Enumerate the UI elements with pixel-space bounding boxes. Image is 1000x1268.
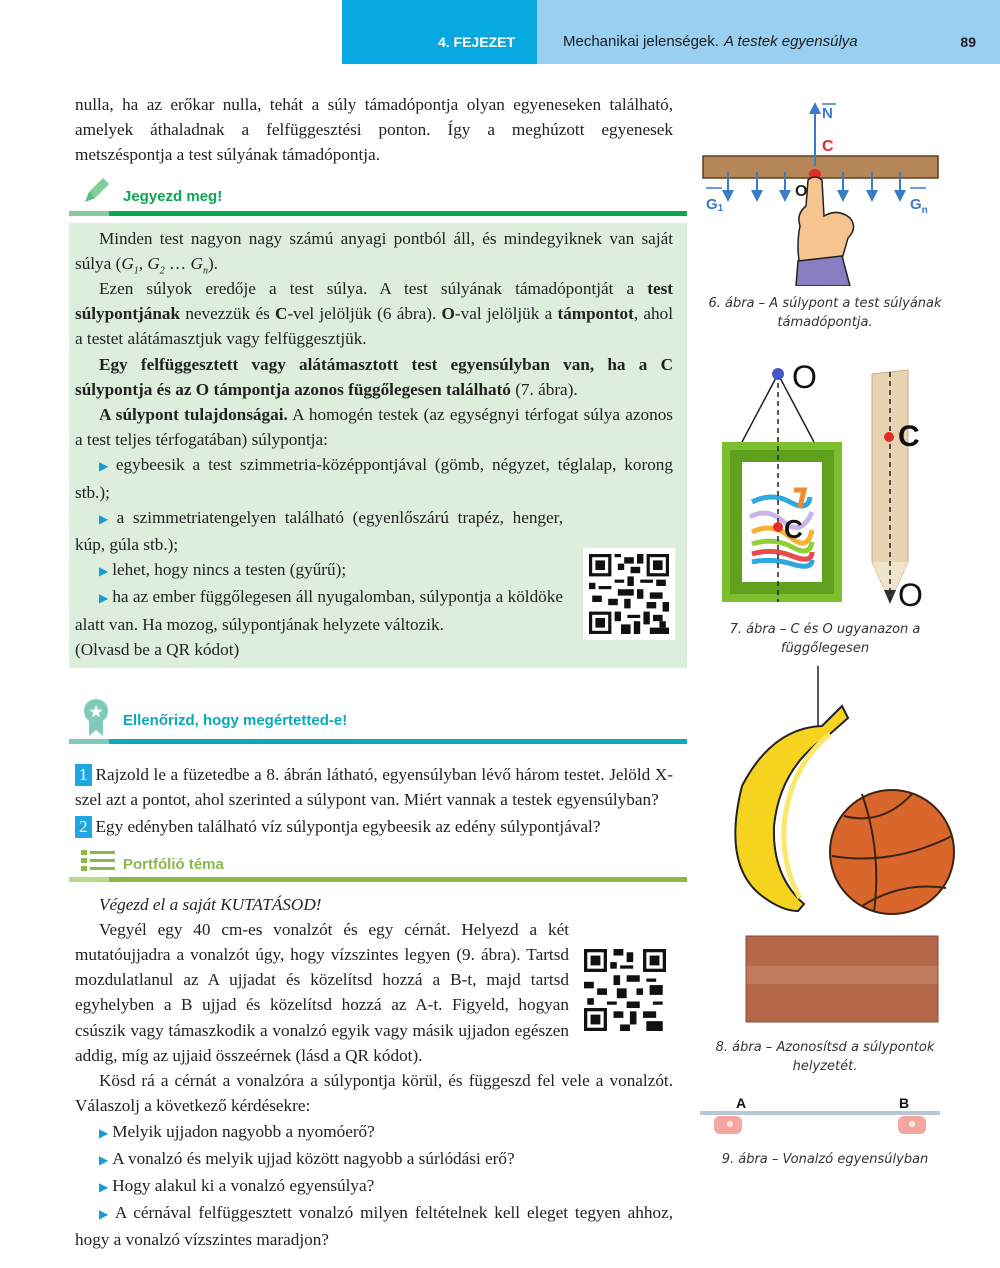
bullet-triangle-icon: ▶ bbox=[99, 1207, 111, 1222]
figure-8-caption: 8. ábra – Azonosítsd a súlypontok helyzetét. bbox=[715, 1040, 935, 1074]
question-item: 1 Rajzold le a füzetedbe a 8. ábrán látható, egyensúlyban lévő három testet. Jelöld X-szel azt a pontot, ahol szerinted a súlypont van. Miért vannak a testek egyensúlyban? bbox=[75, 765, 673, 810]
question-list bbox=[75, 762, 673, 840]
chapter-label bbox=[342, 0, 537, 64]
label-O-top: O bbox=[792, 362, 817, 395]
lever-finger-illustration bbox=[700, 96, 950, 286]
running-header bbox=[537, 0, 1000, 64]
note-box bbox=[69, 223, 687, 668]
intro-paragraph: nulla, ha az erőkar nulla, tehát a súly támadópontja olyan egyeneseken található, amelyek áthaladnak a felfüggesztési ponton. Így a meghúzott egyenesek metszéspontja a test súlyának támadópontja. bbox=[75, 95, 673, 165]
label-B: B bbox=[899, 1095, 910, 1111]
label-N: N bbox=[822, 105, 833, 122]
check-section-title: Ellenőrizd, hogy megértetted-e! bbox=[123, 712, 348, 730]
note-section-header bbox=[75, 176, 673, 216]
figure-8 bbox=[712, 666, 962, 1030]
banana-ball-brick-illustration bbox=[712, 666, 962, 1026]
label-C: C bbox=[822, 138, 834, 155]
header-title: Mechanikai jelenségek. bbox=[563, 33, 719, 50]
portfolio-section-header bbox=[75, 846, 673, 882]
qr-code[interactable] bbox=[583, 548, 675, 640]
bullet-triangle-icon: ▶ bbox=[99, 591, 109, 606]
note-section-divider bbox=[69, 211, 687, 216]
note-paragraph-4: A súlypont tulajdonságai. A homogén testek (az egységnyi térfogat súlya azonos a test teljes térfogatában) súlypontja: bbox=[75, 405, 673, 450]
figure-7 bbox=[712, 362, 942, 616]
figure-7-caption: 7. ábra – C és O ugyanazon a függőlegesen bbox=[729, 622, 921, 656]
bullet-triangle-icon: ▶ bbox=[99, 1179, 109, 1194]
ruler-fingers-illustration bbox=[696, 1094, 946, 1144]
bullet-triangle-icon: ▶ bbox=[99, 1125, 109, 1140]
note-bullet: ▶ ha az ember függőlegesen áll nyugalomban, súlypontja a köldöke alatt van. Ha mozog, súlypontjának helyzete változik. bbox=[75, 587, 563, 634]
figure-9-caption: 9. ábra – Vonalzó egyensúlyban bbox=[721, 1152, 929, 1167]
label-G1: G1 bbox=[706, 196, 724, 214]
label-A: A bbox=[736, 1095, 747, 1111]
portfolio-section-title: Portfólió téma bbox=[123, 855, 224, 873]
portfolio-bullet: ▶ Hogy alakul ki a vonalzó egyensúlya? bbox=[99, 1175, 375, 1195]
note-paragraph-2: Ezen súlyok eredője a test súlya. A test súlyának támadópontját a test súlypontjának nevezzük és C-vel jelöljük (6 ábra). O-val jelöljük a támpontot, ahol a testet alátámasztjuk vagy felfüggesztjük. bbox=[75, 279, 673, 349]
bullet-triangle-icon: ▶ bbox=[99, 459, 112, 474]
figure-6 bbox=[700, 96, 950, 290]
note-section-title: Jegyezd meg! bbox=[123, 187, 223, 205]
label-Gn: $G_n$ bbox=[910, 196, 928, 216]
note-bullet: ▶ a szimmetriatengelyen található (egyenlőszárú trapéz, henger, kúp, gúla stb.); bbox=[75, 507, 563, 555]
note-paragraph-3: Egy felfüggesztett vagy alátámasztott test egyensúlyban van, ha a C súlypontja és az O támpontja azonos függőlegesen található (7. ábra). bbox=[75, 354, 673, 399]
label-C-pencil: C bbox=[898, 420, 920, 453]
bullet-triangle-icon: ▶ bbox=[99, 1152, 109, 1167]
question-item: 2 Egy edényben található víz súlypontja egybeesik az edény súlypontjával? bbox=[75, 814, 673, 839]
label-O: O bbox=[795, 183, 808, 200]
portfolio-bullet: ▶ Melyik ujjadon nagyobb a nyomóerő? bbox=[99, 1121, 375, 1141]
header-title-italic: A testek egyensúlya bbox=[723, 33, 858, 50]
frame-pencil-illustration bbox=[712, 362, 942, 612]
label-O-bottom: O bbox=[898, 577, 923, 612]
bullet-triangle-icon: ▶ bbox=[99, 564, 109, 579]
qr-code-portfolio[interactable] bbox=[580, 944, 670, 1036]
main-column bbox=[75, 92, 673, 1253]
bullet-triangle-icon: ▶ bbox=[99, 511, 113, 526]
portfolio-section-divider bbox=[69, 877, 687, 882]
label-C-frame: C bbox=[784, 514, 803, 544]
page-number: 89 bbox=[960, 34, 976, 50]
check-section-divider bbox=[69, 739, 687, 744]
pencil-icon bbox=[81, 176, 111, 213]
figure-6-caption: 6. ábra – A súlypont a test súlyának támadópontja. bbox=[708, 296, 942, 330]
list-icon bbox=[81, 850, 115, 879]
note-bullet: ▶ egybeesik a test szimmetria-középpontjával (gömb, négyzet, téglalap, korong stb.); bbox=[75, 455, 673, 502]
check-section-header bbox=[75, 696, 673, 744]
portfolio-bullet: ▶ A cérnával felfüggesztett vonalzó milyen feltételnek kell eleget tegyen ahhoz, hogy a vonalzó vízszintes maradjon? bbox=[75, 1203, 673, 1250]
qr-code-icon bbox=[589, 554, 669, 634]
portfolio-bullet: ▶ A vonalzó és melyik ujjad között nagyobb a súrlódási erő? bbox=[99, 1148, 515, 1168]
qr-hint: (Olvasd be a QR kódot) bbox=[75, 639, 240, 659]
portfolio-lead: Végezd el a saját KUTATÁSOD! bbox=[99, 894, 322, 914]
portfolio-paragraph-1: Vegyél egy 40 cm-es vonalzót és egy cérnát. Helyezd a két mutatóujjadra a vonalzót úgy, hogy vízszintes legyen (9. ábra). Tartsd mozdulatlanul az A ujjadat és közelítsd hozzá a B-t, majd tartsd egyhelyben a B ujjad és közelítsd hozzá az A-t. Figyeld, hogyan csúszik vagy támaszkodik a vonalzó egyik vagy másik ujjadon egészen addig, míg az ujjaid összeérnek (lásd a QR kódot). bbox=[75, 917, 673, 1068]
portfolio-paragraph-2: Kösd rá a cérnát a vonalzóra a súlypontja körül, és függeszd fel vele a vonalzót. Válaszolj a következő kérdésekre: bbox=[75, 1071, 673, 1116]
note-bullet: ▶ lehet, hogy nincs a testen (gyűrű); bbox=[99, 560, 347, 580]
qr-code-icon bbox=[584, 948, 666, 1032]
question-number: 2 bbox=[75, 816, 92, 838]
chapter-text: 4. FEJEZET bbox=[437, 34, 515, 50]
question-number: 1 bbox=[75, 764, 92, 786]
note-paragraph-1: Minden test nagyon nagy számú anyagi pontból áll, és mindegyiknek van saját súlya ($G_1$, $G_2$ … $G_n$). bbox=[75, 228, 673, 277]
figure-9 bbox=[696, 1094, 946, 1148]
